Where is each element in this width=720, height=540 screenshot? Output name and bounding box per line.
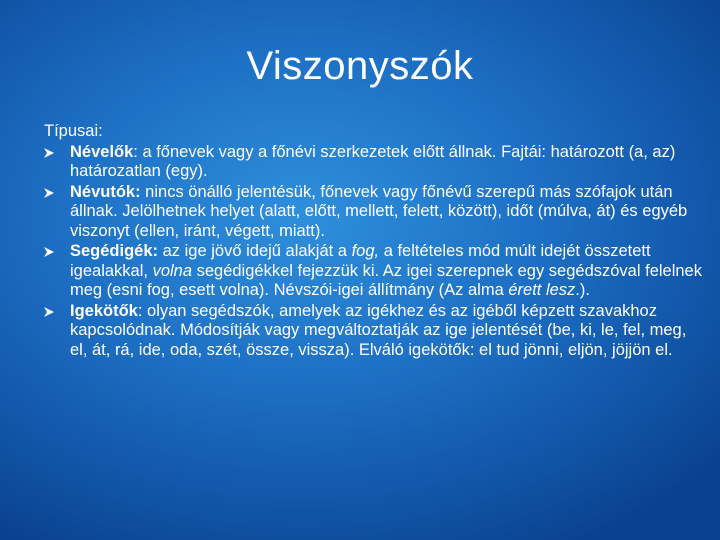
example-fog: fog, bbox=[351, 242, 380, 260]
desc-segedigek-1: az ige jövő idejű alakját a bbox=[158, 242, 352, 260]
slide-title: Viszonyszók bbox=[246, 44, 474, 88]
term-segedigek: Segédigék: bbox=[70, 242, 159, 260]
desc-nevutok: nincs önálló jelentésük, főnevek vagy főnévű szerepű más szófajok után állnak. Jelölhetnek helyet (alatt, előtt, mellett, felett, között), időt (múlva, át) és egyéb viszonyt (ellen, iránt, végett, miatt). bbox=[70, 182, 688, 240]
desc-nevelok: : a főnevek vagy a főnévi szerkezetek előtt állnak. Fajtái: határozott (a, az) határozatlan (egy). bbox=[70, 142, 676, 180]
desc-segedigek-4: .). bbox=[575, 281, 590, 299]
arrowhead-bullet-icon bbox=[44, 188, 54, 198]
bullet-list bbox=[44, 143, 704, 361]
example-erett-lesz: érett lesz bbox=[508, 281, 576, 299]
term-nevelok: Névelők bbox=[70, 142, 134, 161]
slide-body bbox=[44, 122, 704, 361]
list-item-segedigek bbox=[44, 242, 704, 301]
desc-segedigek-3: segédigékkel fejezzük ki. Az igei szerepnek egy segédszóval felelnek meg (esni fog, esett volna). Névszói-igei állítmány (Az alma bbox=[70, 261, 702, 299]
list-item-nevutok bbox=[44, 183, 704, 242]
term-igekotok: Igekötők bbox=[70, 301, 138, 320]
arrowhead-bullet-icon bbox=[44, 307, 54, 317]
desc-segedigek-2: a feltételes mód múlt idejét összetett igealakkal, bbox=[70, 242, 651, 280]
example-volna: volna bbox=[152, 261, 193, 280]
list-item-igekotok bbox=[44, 302, 704, 361]
intro-label: Típusai: bbox=[44, 122, 103, 140]
arrowhead-bullet-icon bbox=[44, 148, 54, 158]
term-nevutok: Névutók: bbox=[70, 182, 141, 201]
desc-igekotok: : olyan segédszók, amelyek az igékhez és az igéből képzett szavakhoz kapcsolódnak. Módosítják vagy megváltoztatják az ige jelentését (be, ki, le, fel, meg, el, át, rá, ide, oda, szét, össze, vissza). Elváló igekötők: el tud jönni, eljön, jöjjön el. bbox=[70, 301, 687, 359]
arrowhead-bullet-icon bbox=[44, 247, 54, 257]
list-item-nevelok bbox=[44, 143, 704, 182]
